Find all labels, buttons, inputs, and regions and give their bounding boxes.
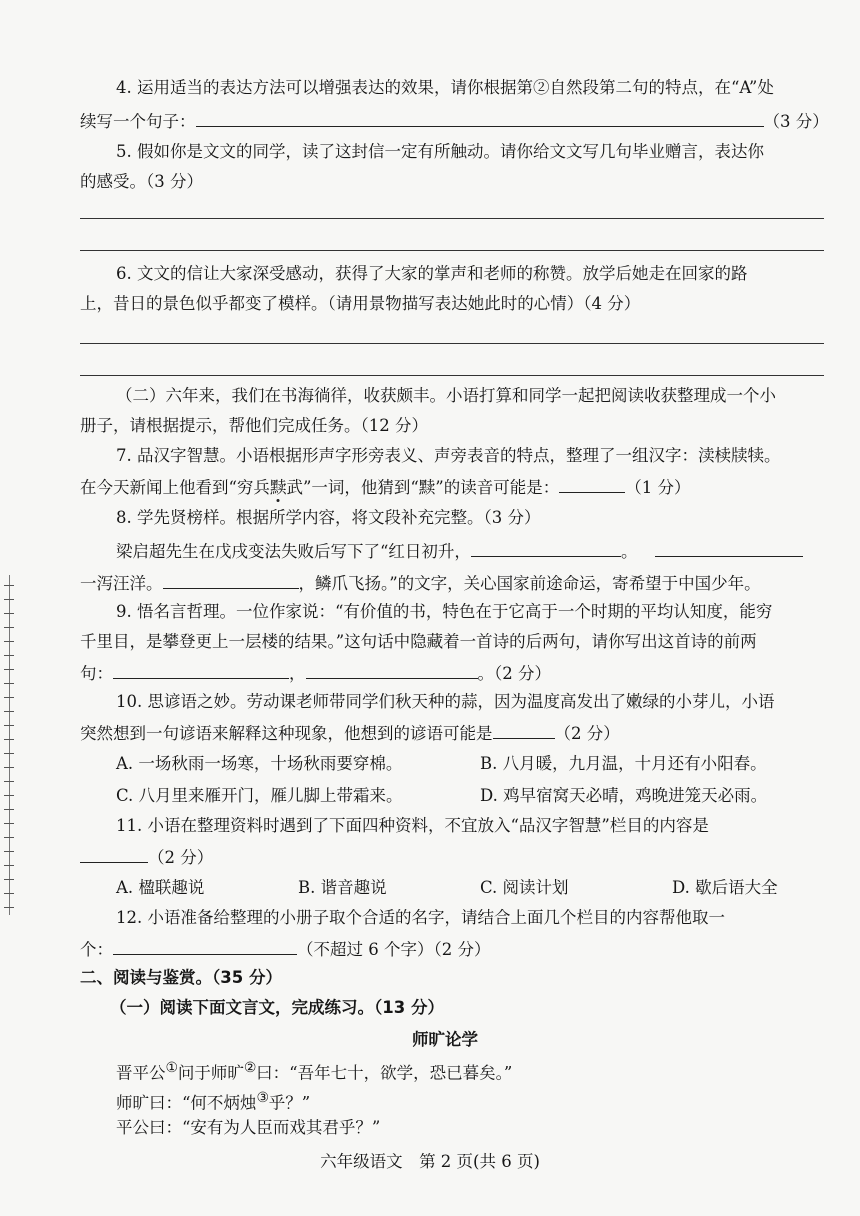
q5-line1: 5. 假如你是文文的同学，读了这封信一定有所触动。请你给文文写几句毕业赠言，表达你 xyxy=(116,142,764,161)
passage-text-1c: 曰：“吾年七十，欲学，恐已暮矣。” xyxy=(256,1063,513,1083)
q4-answer-blank[interactable] xyxy=(196,108,764,127)
part2-line1: （二）六年来，我们在书海徜徉，收获颇丰。小语打算和同学一起把阅读收获整理成一个小 xyxy=(116,386,776,405)
q7-score: （1 分） xyxy=(625,478,691,497)
q5-answer-line-1[interactable] xyxy=(80,218,824,219)
q11-line1: 11. 小语在整理资料时遇到了下面四种资料，不宜放入“品汉字智慧”栏目的内容是 xyxy=(116,816,709,835)
q8-blank-1[interactable] xyxy=(471,538,621,557)
q9-comma: ， xyxy=(289,664,306,683)
q9-blank-1[interactable] xyxy=(113,660,289,679)
binding-edge-marks xyxy=(0,575,16,915)
part2-line2: 册子，请根据提示，帮他们完成任务。（12 分） xyxy=(80,416,428,435)
q8-line1: 8. 学先贤榜样。根据所学内容，将文段补充完整。（3 分） xyxy=(116,508,541,527)
q7-text-a: 在今天新闻上他看到“穷兵 xyxy=(80,478,270,497)
q11-option-a: A. 楹联趣说 xyxy=(116,878,205,897)
q4-line1: 4. 运用适当的表达方法可以增强表达的效果，请你根据第②自然段第二句的特点，在“A”处 xyxy=(116,78,774,97)
q4-score: （3 分） xyxy=(763,112,829,131)
q4-prompt: 续写一个句子： xyxy=(80,112,196,131)
q10-line1: 10. 思谚语之妙。劳动课老师带同学们秋天种的蒜，因为温度高发出了嫩绿的小芽儿，小语 xyxy=(116,692,775,711)
q12-score: （不超过 6 个字）（2 分） xyxy=(297,940,491,959)
passage-line2 xyxy=(116,1086,310,1116)
passage-text-2a: 师旷曰：“何不炳烛 xyxy=(116,1093,257,1113)
q10-text: 突然想到一句谚语来解释这种现象，他想到的谚语可能是 xyxy=(80,724,493,743)
q6-answer-line-2[interactable] xyxy=(80,375,824,376)
q12-answer-blank[interactable] xyxy=(113,936,297,955)
q8-text-c: ，鳞爪飞扬。”的文字，关心国家前途命运，寄希望于中国少年。 xyxy=(298,574,761,593)
q8-text-b: 一泻汪洋。 xyxy=(80,574,163,593)
q10-option-b: B. 八月暖，九月温，十月还有小阳春。 xyxy=(480,754,767,773)
q9-blank-2[interactable] xyxy=(306,660,478,679)
q6-line1: 6. 文文的信让大家深受感动，获得了大家的掌声和老师的称赞。放学后她走在回家的路 xyxy=(116,264,748,283)
passage-title: 师旷论学 xyxy=(412,1030,478,1049)
page-footer: 六年级语文 第 2 页(共 6 页) xyxy=(320,1152,540,1171)
q6-line2: 上，昔日的景色似乎都变了模样。（请用景物描写表达她此时的心情）（4 分） xyxy=(80,294,641,313)
q7-line2 xyxy=(80,474,691,500)
q12-text: 个： xyxy=(80,940,113,959)
q10-option-a: A. 一场秋雨一场寒，十场秋雨要穿棉。 xyxy=(116,754,403,773)
q10-score: （2 分） xyxy=(554,724,620,743)
q9-text-a: 句： xyxy=(80,664,113,683)
q10-option-c: C. 八月里来雁开门，雁儿脚上带霜来。 xyxy=(116,786,403,805)
q12-line1: 12. 小语准备给整理的小册子取个合适的名字，请结合上面几个栏目的内容帮他取一 xyxy=(116,908,725,927)
q9-line3 xyxy=(80,660,551,686)
q8-line3 xyxy=(80,570,761,596)
q11-answer-blank[interactable] xyxy=(80,844,148,863)
q9-score: 。（2 分） xyxy=(477,664,551,683)
q11-option-b: B. 谐音趣说 xyxy=(298,878,387,897)
passage-line1 xyxy=(116,1056,512,1086)
q7-text-b: 武”一词，他猜到“黩”的读音可能是： xyxy=(286,478,560,497)
q7-emphasis-char: 黩 xyxy=(269,478,287,497)
q5-line2: 的感受。（3 分） xyxy=(80,172,203,191)
q8-period: 。 xyxy=(620,542,638,561)
section2-subtitle: （一）阅读下面文言文，完成练习。（13 分） xyxy=(110,998,444,1017)
q11-score: （2 分） xyxy=(148,848,214,867)
note-marker-2: ② xyxy=(243,1060,257,1076)
passage-line3: 平公曰：“安有为人臣而戏其君乎？” xyxy=(116,1118,381,1137)
q7-line1: 7. 品汉字智慧。小语根据形声字形旁表义、声旁表音的特点，整理了一组汉字：渎椟牍犊。 xyxy=(116,446,781,465)
q11-option-d: D. 歇后语大全 xyxy=(672,878,778,897)
section2-title: 二、阅读与鉴赏。（35 分） xyxy=(80,968,282,987)
q11-option-c: C. 阅读计划 xyxy=(480,878,569,897)
q7-answer-blank[interactable] xyxy=(559,474,625,493)
q8-text-a: 梁启超先生在戊戌变法失败后写下了“红日初升， xyxy=(116,542,471,561)
passage-text-1a: 晋平公 xyxy=(116,1063,166,1083)
passage-text-1b: 问于师旷 xyxy=(177,1063,244,1083)
passage-text-2b: 乎？” xyxy=(268,1093,311,1113)
q8-blank-2[interactable] xyxy=(655,538,803,557)
note-marker-3: ③ xyxy=(256,1090,269,1106)
q4-line2 xyxy=(80,108,829,134)
q10-answer-blank[interactable] xyxy=(493,720,555,739)
q5-answer-line-2[interactable] xyxy=(80,250,824,251)
q11-line2 xyxy=(80,844,213,870)
q8-line2 xyxy=(116,538,803,564)
q9-line2: 千里目，是攀登更上一层楼的结果。”这句话中隐藏着一首诗的后两句，请你写出这首诗的前两 xyxy=(80,632,757,651)
q6-answer-line-1[interactable] xyxy=(80,343,824,344)
q12-line2 xyxy=(80,936,490,962)
q9-line1: 9. 悟名言哲理。一位作家说：“有价值的书，特色在于它高于一个时期的平均认知度，能穷 xyxy=(116,602,773,621)
q8-blank-3[interactable] xyxy=(163,570,299,589)
q10-line2 xyxy=(80,720,620,746)
q10-option-d: D. 鸡早宿窝天必晴，鸡晚进笼天必雨。 xyxy=(480,786,768,805)
note-marker-1: ① xyxy=(165,1060,178,1076)
